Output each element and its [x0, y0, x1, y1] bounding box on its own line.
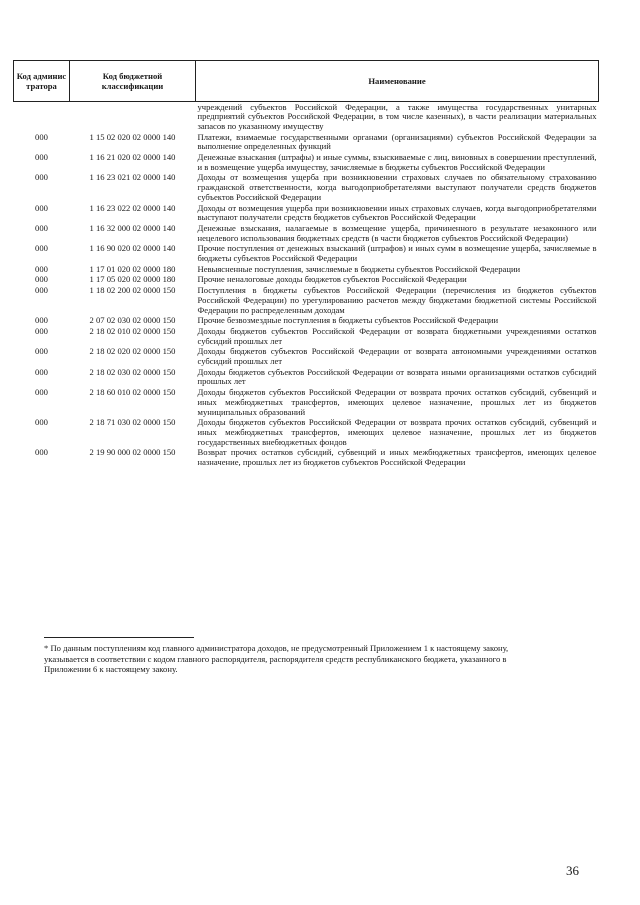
budget-code-cell: 1 17 05 020 02 0000 180 [89, 274, 176, 285]
admin-code-cell [14, 102, 70, 133]
budget-code-cell: 2 07 02 030 02 0000 150 [89, 315, 176, 326]
table-row [14, 223, 599, 243]
admin-code-cell: 000 [35, 447, 48, 458]
table-row [14, 418, 599, 448]
table-row [14, 173, 599, 203]
table-row [14, 264, 599, 275]
footnote: * По данным поступлениям код главного администратора доходов, не предусмотренный Приложением 1 к настоящему закону, указывается в соответствии с кодом главного распорядителя, распорядителя средств республиканского бюджета, указанного в Приложении 6 к настоящему закону. [44, 643, 509, 674]
table-row [14, 286, 599, 316]
admin-code-cell: 000 [35, 285, 48, 296]
name-cell: Денежные взыскания (штрафы) и иные суммы, взыскиваемые с лиц, виновных в совершении преступлений, и в возмещение ущерба имуществу, зачисляемые в бюджеты субъектов Российской Федерации [197, 152, 597, 172]
name-cell: Прочие поступления от денежных взысканий (штрафов) и иных сумм в возмещение ущерба, зачисляемые в бюджеты субъектов Российской Федерации [197, 243, 597, 264]
name-cell: Прочие неналоговые доходы бюджетов субъектов Российской Федерации [197, 274, 467, 285]
budget-code-cell: 1 16 21 020 02 0000 140 [89, 152, 176, 163]
budget-code-cell: 1 16 32 000 02 0000 140 [89, 222, 176, 233]
budget-code-cell [70, 102, 196, 133]
admin-code-cell: 000 [35, 274, 48, 285]
admin-code-cell: 000 [35, 315, 48, 326]
budget-code-cell: 1 18 02 200 02 0000 150 [89, 285, 176, 296]
admin-code-cell: 000 [35, 263, 48, 274]
admin-code-cell: 000 [35, 417, 48, 428]
admin-code-cell: 000 [35, 152, 48, 163]
name-cell: Доходы бюджетов субъектов Российской Федерации от возврата автономными учреждениями остатков субсидий прошлых лет [197, 346, 597, 367]
budget-code-cell: 1 16 23 021 02 0000 140 [89, 172, 176, 183]
table-row [14, 244, 599, 264]
budget-code-cell: 2 18 02 020 02 0000 150 [89, 346, 176, 357]
table-row [14, 316, 599, 327]
admin-code-cell: 000 [35, 387, 48, 398]
table-row [14, 347, 599, 367]
table-body [14, 102, 599, 469]
name-cell: Невыясненные поступления, зачисляемые в бюджеты субъектов Российской Федерации [197, 263, 521, 274]
table-row [14, 448, 599, 468]
admin-code-cell: 000 [35, 172, 48, 183]
name-cell: Платежи, взимаемые государственными органами (организациями) субъектов Российской Федерации за выполнение определенных функций [197, 131, 597, 152]
name-cell: Возврат прочих остатков субсидий, субвенций и иных межбюджетных трансфертов, имеющих целевое назначение, прошлых лет из бюджетов субъектов Российской Федерации [197, 447, 597, 468]
name-cell: Доходы бюджетов субъектов Российской Федерации от возврата прочих остатков субсидий, субвенций и иных межбюджетных трансфертов, имеющих целевое назначение, прошлых лет из бюджетов муниципальных образований [197, 387, 597, 417]
table-row [14, 326, 599, 346]
table-row [14, 153, 599, 173]
budget-code-cell: 1 17 01 020 02 0000 180 [89, 263, 176, 274]
budget-code-cell: 2 19 90 000 02 0000 150 [89, 447, 176, 458]
table-header-row [14, 61, 599, 102]
budget-classification-table [13, 60, 599, 468]
admin-code-cell: 000 [35, 222, 48, 233]
header-admin-code: Код админис тратора [14, 61, 70, 102]
name-cell: Денежные взыскания, налагаемые в возмещение ущерба, причиненного в результате незаконного или нецелевого использования бюджетных средств (в части бюджетов субъектов Российской Федерации) [197, 222, 597, 243]
table-row [14, 102, 599, 133]
name-cell: Доходы от возмещения ущерба при возникновении страховых случаев по обязательному страхованию гражданской ответственности, когда выгодоприобретателями выступают получатели средств бюджетов субъектов Российской Федерации [197, 172, 597, 202]
name-cell: Прочие безвозмездные поступления в бюджеты субъектов Российской Федерации [197, 315, 499, 326]
name-cell: Доходы бюджетов субъектов Российской Федерации от возврата иными организациями остатков субсидий прошлых лет [197, 366, 597, 387]
page-number: 36 [566, 863, 579, 878]
budget-code-cell: 2 18 02 030 02 0000 150 [89, 366, 176, 377]
table-row [14, 203, 599, 223]
admin-code-cell: 000 [35, 325, 48, 336]
budget-code-cell: 1 15 02 020 02 0000 140 [89, 131, 176, 142]
name-cell: Доходы бюджетов субъектов Российской Федерации от возврата бюджетными учреждениями остатков субсидий прошлых лет [197, 325, 597, 346]
name-cell: Доходы бюджетов субъектов Российской Федерации от возврата прочих остатков субсидий, субвенций и иных межбюджетных трансфертов, имеющих целевое назначение, прошлых лет из бюджетов государственных внебюджетных фондов [197, 417, 597, 447]
budget-code-cell: 2 18 71 030 02 0000 150 [89, 417, 176, 428]
admin-code-cell: 000 [35, 346, 48, 357]
budget-code-cell: 1 16 90 020 02 0000 140 [89, 243, 176, 254]
table-row [14, 132, 599, 152]
admin-code-cell: 000 [35, 202, 48, 213]
admin-code-cell: 000 [35, 131, 48, 142]
budget-code-cell: 1 16 23 022 02 0000 140 [89, 202, 176, 213]
table-row [14, 367, 599, 387]
budget-code-cell: 2 18 60 010 02 0000 150 [89, 387, 176, 398]
name-cell: Поступления в бюджеты субъектов Российской Федерации (перечисления из бюджетов субъектов Российской Федерации) по урегулированию расчетов между бюджетами бюджетной системы Российской Федерации по распределенным доходам [197, 285, 597, 315]
admin-code-cell: 000 [35, 243, 48, 254]
name-cell: Доходы от возмещения ущерба при возникновении иных страховых случаев, когда выгодоприобретателями выступают получатели средств бюджетов субъектов Российской Федерации [197, 202, 597, 223]
header-budget-code: Код бюджетной классификации [70, 61, 196, 102]
budget-code-cell: 2 18 02 010 02 0000 150 [89, 325, 176, 336]
footnote-divider [44, 637, 194, 638]
table-row [14, 275, 599, 286]
admin-code-cell: 000 [35, 366, 48, 377]
header-name: Наименование [196, 61, 599, 102]
table-row [14, 388, 599, 418]
name-cell: учреждений субъектов Российской Федерации, а также имущества государственных унитарных предприятий субъектов Российской Федерации, в том числе казенных), в части реализации материальных запасов по указанному имуществу [197, 101, 597, 131]
